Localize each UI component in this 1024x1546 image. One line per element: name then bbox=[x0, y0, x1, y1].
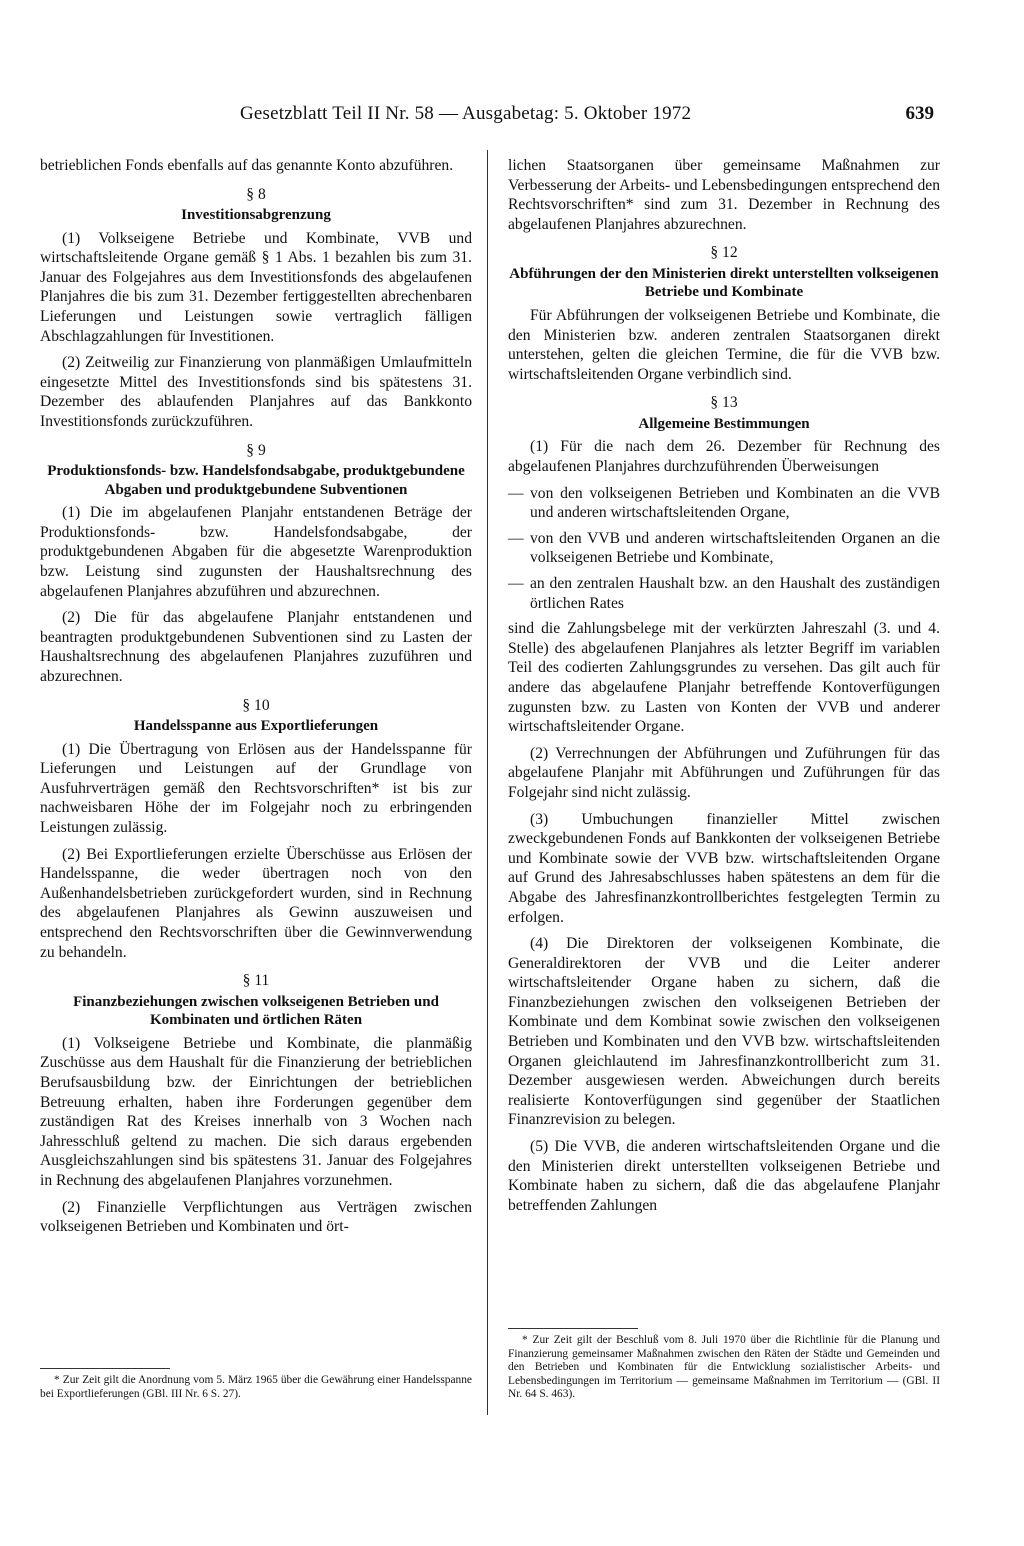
footnote-text: * Zur Zeit gilt der Beschluß vom 8. Juli 1970 über die Richtlinie für die Planung und Finanzierung gemeinsamer Maßnahmen zwischen den Räten der Städte und Gemeinden und den Betrieben und Kombinaten für die Entwicklung sozialistischer Arbeits- und Lebensbedingungen im Territorium — gemeinsame Maßnahmen im Territorium — (GBl. II Nr. 64 S. 463). bbox=[508, 1334, 940, 1401]
paragraph: (2) Die für das abgelaufene Planjahr entstandenen und beantragten produktgebundenen Subventionen sind zu Lasten der Haushaltsrechnung des abgelaufenen Planjahres zuzuführen und abzurechnen. bbox=[40, 609, 472, 685]
paragraph: (2) Bei Exportlieferungen erzielte Überschüsse aus Erlösen der Handelsspanne, die weder übertragen noch von den Außenhandelsbetrieben zurückgefordert wurden, sind in Rechnung des abgelaufenen Planjahres als Gewinn auszuweisen und entsprechend den Rechtsvorschriften über die Gewinnverwendung zu behandeln. bbox=[40, 845, 472, 961]
section-number: § 10 bbox=[242, 696, 270, 714]
page-header bbox=[40, 103, 940, 133]
paragraph: Für Abführungen der volkseigenen Betriebe und Kombinate, die den Ministerien bzw. anderen zentralen Staatsorganen direkt unterstehen, gelten die gleichen Termine, die für die VVB bzw. wirtschaftsleitenden Organe verbindlich sind. bbox=[508, 306, 940, 383]
paragraph: (1) Die im abgelaufenen Planjahr entstandenen Beträge der Produktionsfonds- bzw. Handelsfondsabgabe, der produktgebundenen Abgaben für die abgesetzte Warenproduktion bzw. Leistung sind zugunsten der Haushaltsrechnung des abgelaufenen Planjahres abzuführen und abzurechnen. bbox=[40, 504, 472, 600]
dash-mark: — bbox=[508, 529, 524, 547]
column-divider bbox=[487, 150, 488, 1415]
left-column bbox=[40, 156, 472, 1244]
paragraph: (3) Umbuchungen finanzieller Mittel zwischen zweckgebundenen Fonds auf Bankkonten der volkseigenen Betriebe und Kombinate sowie der VVB bzw. wirtschaftsleitenden Organe auf Grund des Jahresabschlusses haben spätestens an dem für die Abgabe des Jahresfinanzkontrollberichtes festgelegten Termin zu erfolgen. bbox=[508, 810, 940, 926]
section-number: § 12 bbox=[710, 244, 738, 262]
section-title: Abführungen der den Ministerien direkt unterstellten volkseigenen Betriebe und Kombinate bbox=[509, 265, 939, 301]
section-number: § 9 bbox=[246, 441, 266, 459]
section-title: Finanzbeziehungen zwischen volkseigenen Betrieben und Kombinaten und örtlichen Räten bbox=[73, 993, 439, 1029]
header-title: Gesetzblatt Teil II Nr. 58 — Ausgabetag: 5. Oktober 1972 bbox=[240, 103, 692, 124]
paragraph: lichen Staatsorganen über gemeinsame Maßnahmen zur Verbesserung der Arbeits- und Lebensbedingungen entsprechend den Rechtsvorschriften* sind zum 31. Dezember in Rechnung des abgelaufenen Planjahres abzurechnen. bbox=[508, 157, 940, 233]
paragraph: (1) Volkseigene Betriebe und Kombinate, VVB und wirtschaftsleitende Organe gemäß § 1 Abs. 1 bezahlen bis zum 31. Januar des Folgejahres aus dem Investitionsfonds des abgelaufenen Planjahres die bis zum 31. Dezember fertiggestellten abrechenbaren Lieferungen und Leistungen sowie vertraglich fälligen Abschlagzahlungen für Investitionen. bbox=[40, 229, 472, 345]
dash-text: an den zentralen Haushalt bzw. an den Haushalt des zuständigen örtlichen Rates bbox=[530, 575, 940, 612]
section-title: Investitionsabgrenzung bbox=[181, 207, 331, 224]
paragraph: (2) Zeitweilig zur Finanzierung von planmäßigen Umlaufmitteln eingesetzte Mittel des Investitionsfonds sind bis spätestens 31. Dezember des ablaufenden Planjahres auf das Bankkonto Investitionsfonds zurückzuführen. bbox=[40, 354, 472, 431]
page-number: 639 bbox=[905, 103, 934, 124]
paragraph: betrieblichen Fonds ebenfalls auf das genannte Konto abzuführen. bbox=[40, 157, 454, 174]
section-title: Handelsspanne aus Exportlieferungen bbox=[133, 718, 379, 735]
paragraph: (4) Die Direktoren der volkseigenen Kombinate, die Generaldirektoren der VVB und die Leiter anderer wirtschaftsleitender Organe haben zu sichern, daß die Finanzbeziehungen zwischen den volkseigenen Betrieben der Kombinate und dem Kombinat sowie zwischen den volkseigenen Betrieben und Kombinaten und den VVB bzw. wirtschaftsleitenden Organen gleichlautend im Jahresfinanzkontrollbericht zum 31. Dezember ausgewiesen werden. Abweichungen durch bereits realisierte Kontoverfügungen sind gegenüber der Staatlichen Finanzrevision zu belegen. bbox=[508, 935, 940, 1129]
paragraph: (1) Volkseigene Betriebe und Kombinate, die planmäßig Zuschüsse aus dem Haushalt für die Finanzierung der betrieblichen Berufsausbildung bzw. der Einrichtungen der betrieblichen Betreuung erhalten, haben ihre Forderungen gegenüber dem zuständigen Rat des Kreises innerhalb von 3 Wochen nach Jahresschluß geltend zu machen. Die sich daraus ergebenden Ausgleichszahlungen sind bis spätestens 31. Januar des Folgejahres in Rechnung des abgelaufenen Planjahres vorzunehmen. bbox=[40, 1034, 472, 1189]
paragraph: (1) Die Übertragung von Erlösen aus der Handelsspanne für Lieferungen und Leistungen auf der Grundlage von Ausfuhrverträgen gemäß den Rechtsvorschriften* ist bis zur nachweisbaren Höhe der im Folgejahr noch zu erbringenden Leistungen zulässig. bbox=[40, 740, 472, 837]
footnote-rule bbox=[508, 1328, 638, 1329]
dash-mark: — bbox=[508, 484, 524, 502]
section-title: Allgemeine Bestimmungen bbox=[638, 415, 810, 432]
dash-list-item bbox=[508, 529, 940, 568]
dash-text: von den VVB und anderen wirtschaftsleitenden Organen an die volkseigenen Betriebe und Kombinate, bbox=[530, 529, 940, 567]
paragraph: (5) Die VVB, die anderen wirtschaftsleitenden Organe und die den Ministerien direkt unterstellten volkseigenen Betriebe und Kombinate haben zu sichern, daß die das abgelaufene Planjahr betreffenden Zahlungen bbox=[508, 1138, 940, 1214]
section-number: § 8 bbox=[246, 185, 266, 203]
dash-list-item bbox=[508, 484, 940, 523]
paragraph: (2) Finanzielle Verpflichtungen aus Verträgen zwischen volkseigenen Betrieben und Kombinaten und ört- bbox=[40, 1198, 472, 1236]
right-column bbox=[508, 156, 940, 1222]
section-number: § 13 bbox=[710, 394, 738, 412]
paragraph: sind die Zahlungsbelege mit der verkürzten Jahreszahl (3. und 4. Stelle) des abgelaufenen Planjahres als letzter Begriff im variablen Teil des codierten Zahlungsgrundes zu versehen. Das gilt auch für andere das abgelaufene Planjahr betreffende Kontoverfügungen zugunsten bzw. zu Lasten von Konten der VVB und anderer wirtschaftsleitender Organe. bbox=[508, 620, 940, 736]
section-title: Produktionsfonds- bzw. Handelsfondsabgabe, produktgebundene Abgaben und produktgebundene Subventionen bbox=[47, 463, 465, 498]
paragraph: (1) Für die nach dem 26. Dezember für Rechnung des abgelaufenen Planjahres durchzuführenden Überweisungen bbox=[508, 438, 940, 476]
footnote-text: * Zur Zeit gilt die Anordnung vom 5. März 1965 über die Gewährung einer Handelsspanne bei Exportlieferungen (GBl. III Nr. 6 S. 27). bbox=[40, 1374, 472, 1400]
section-number: § 11 bbox=[242, 972, 270, 990]
footnote-left bbox=[40, 1358, 472, 1401]
dash-text: von den volkseigenen Betrieben und Kombinaten an die VVB und anderen wirtschaftsleitenden Organe, bbox=[530, 484, 940, 522]
footnote-rule bbox=[40, 1368, 170, 1369]
footnote-right bbox=[508, 1318, 940, 1402]
dash-list-item bbox=[508, 574, 940, 613]
dash-mark: — bbox=[508, 575, 524, 592]
paragraph: (2) Verrechnungen der Abführungen und Zuführungen für das abgelaufene Planjahr mit Abführungen und Zuführungen für das Folgejahr sind nicht zulässig. bbox=[508, 744, 940, 801]
